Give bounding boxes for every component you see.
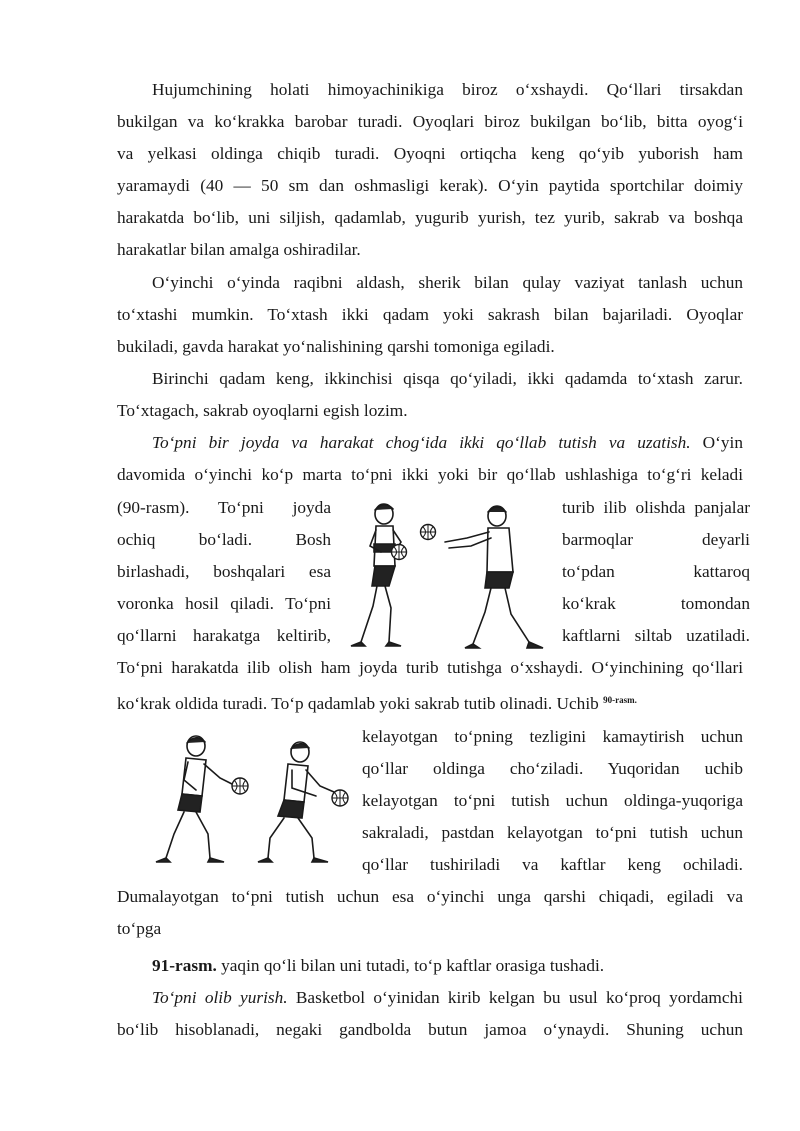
text-line: kaftlarni siltab uzatiladi.: [562, 626, 750, 645]
text-span: O‘yin: [690, 433, 743, 452]
text-line: davomida o‘yinchi ko‘p marta to‘pni ikki yoki bir qo‘llab ushlashiga to‘g‘ri keladi: [117, 465, 743, 484]
text-line: birlashadi, boshqalari esa: [117, 562, 331, 581]
text-line: Dumalayotgan to‘pni tutish uchun esa o‘yinchi unga qarshi chiqadi, egiladi va: [117, 887, 743, 906]
text-span: Basketbol o‘yinidan kirib kelgan bu usul ko‘proq yordamchi: [287, 988, 743, 1007]
text-line: bukiladi, gavda harakat yo‘nalishining qarshi tomoniga egiladi.: [117, 337, 555, 356]
text-line: Hujumchining holati himoyachinikiga biroz o‘xshaydi. Qo‘llari tirsakdan: [152, 80, 743, 99]
text-line: [152, 433, 743, 453]
text-line: To‘pni harakatda ilib olish ham joyda turib tutishga o‘xshaydi. O‘yinchining qo‘llari: [117, 658, 743, 677]
text-line: [152, 988, 743, 1008]
text-line: Birinchi qadam keng, ikkinchisi qisqa qo‘yiladi, ikki qadamda to‘xtash zarur.: [152, 369, 743, 388]
text-line: qo‘llar tushiriladi va kaftlar keng ochiladi.: [362, 855, 743, 874]
text-line: voronka hosil qiladi. To‘pni: [117, 594, 331, 613]
text-line: barmoqlar deyarli: [562, 530, 750, 549]
text-line: va yelkasi oldinga chiqib turadi. Oyoqni ortiqcha keng qo‘yib yuborish ham: [117, 144, 743, 163]
text-line: kelayotgan to‘pning tezligini kamaytirish uchun: [362, 727, 743, 746]
text-line: to‘pga: [117, 919, 162, 938]
text-line: harakatda bo‘lib, uni siljish, qadamlab, yugurib yurish, tez yurib, sakrab va boshqa: [117, 208, 743, 227]
text-span: ko‘krak oldida turadi. To‘p qadamlab yoki sakrab tutib olinadi. Uchib: [117, 694, 604, 713]
text-line: ko‘krak tomondan: [562, 594, 750, 613]
text-line: to‘pdan kattaroq: [562, 562, 750, 581]
text-span: yaqin qo‘li bilan uni tutadi, to‘p kaftlar orasiga tushadi.: [216, 956, 605, 975]
text-line: turib ilib olishda panjalar: [562, 498, 750, 517]
text-line: to‘xtashi mumkin. To‘xtash ikki qadam yoki sakrash bilan bajariladi. Oyoqlar: [117, 305, 743, 324]
text-line: To‘xtagach, sakrab oyoqlarni egish lozim.: [117, 401, 408, 420]
section-heading: To‘pni olib yurish.: [152, 988, 288, 1007]
figure-91-caption: 91-rasm.: [152, 956, 217, 975]
figure-91-illustration: [148, 730, 358, 870]
text-line: qo‘llar oldinga cho‘ziladi. Yuqoridan uchib: [362, 759, 743, 778]
text-line: [117, 690, 743, 714]
figure-90-caption: 90-rasm.: [603, 695, 637, 705]
text-line: kelayotgan to‘pni tutish uchun oldinga-yuqoriga: [362, 791, 743, 810]
text-line: harakatlar bilan amalga oshiradilar.: [117, 240, 361, 259]
text-line: [152, 956, 743, 976]
text-line: ochiq bo‘ladi. Bosh: [117, 530, 331, 549]
text-line: O‘yinchi o‘yinda raqibni aldash, sherik bilan qulay vaziyat tanlash uchun: [152, 273, 743, 292]
text-line: yaramaydi (40 — 50 sm dan oshmasligi kerak). O‘yin paytida sportchilar doimiy: [117, 176, 743, 195]
section-heading: To‘pni bir joyda va harakat chog‘ida ikki qo‘llab tutish va uzatish.: [152, 433, 691, 452]
text-line: (90-rasm). To‘pni joyda: [117, 498, 331, 517]
text-line: bukilgan va ko‘krakka barobar turadi. Oyoqlari biroz bukilgan bo‘lib, bitta oyog‘i: [117, 112, 743, 131]
text-line: bo‘lib hisoblanadi, negaki gandbolda butun jamoa o‘ynaydi. Shuning uchun: [117, 1020, 743, 1039]
text-line: sakraladi, pastdan kelayotgan to‘pni tutish uchun: [362, 823, 743, 842]
text-line: qo‘llarni harakatga keltirib,: [117, 626, 331, 645]
figure-90-illustration: [337, 494, 557, 654]
